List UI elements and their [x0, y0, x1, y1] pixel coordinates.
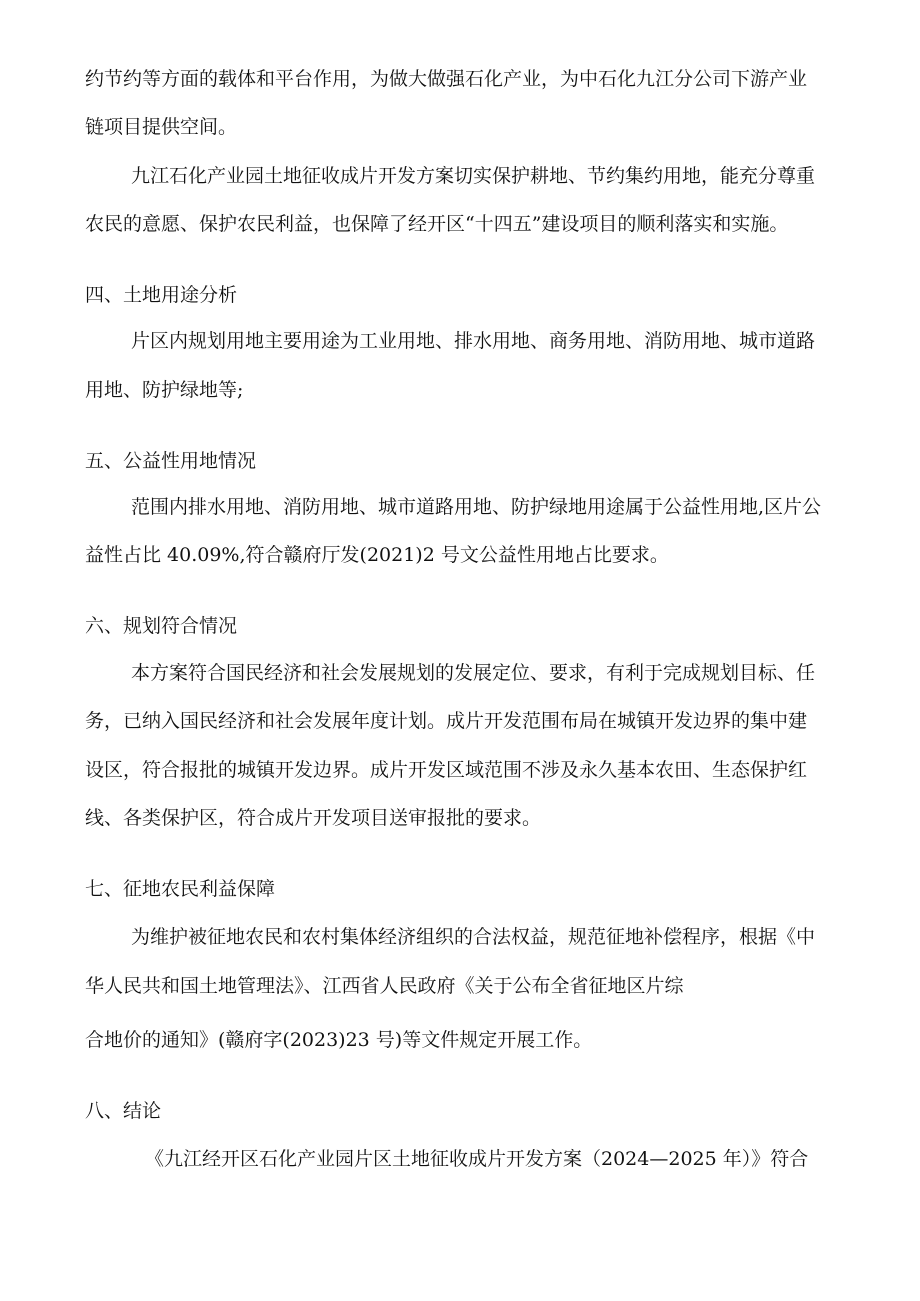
- section-heading: 六、规划符合情况: [85, 615, 238, 637]
- paragraph-line: 《九江经开区石化产业园片区土地征收成片开发方案（2024—2025 年）》符合: [145, 1148, 809, 1170]
- paragraph-line: 农民的意愿、保护农民利益，也保障了经开区“十四五”建设项目的顺利落实和实施。: [85, 213, 789, 235]
- paragraph-line: 链项目提供空间。: [85, 116, 238, 138]
- paragraph-line: 务，已纳入国民经济和社会发展年度计划。成片开发范围布局在城镇开发边界的集中建: [85, 710, 808, 732]
- paragraph-line: 设区，符合报批的城镇开发边界。成片开发区域范围不涉及永久基本农田、生态保护红: [85, 759, 808, 781]
- paragraph-line: 益性占比 40.09%,符合赣府厅发(2021)2 号文公益性用地占比要求。: [85, 544, 669, 566]
- paragraph-line: 用地、防护绿地等;: [85, 379, 244, 401]
- paragraph-line: 合地价的通知》(赣府字(2023)23 号)等文件规定开展工作。: [85, 1029, 593, 1051]
- section-heading: 七、征地农民利益保障: [85, 878, 276, 900]
- paragraph-line: 片区内规划用地主要用途为工业用地、排水用地、商务用地、消防用地、城市道路: [131, 330, 816, 352]
- paragraph-line: 约节约等方面的载体和平台作用，为做大做强石化产业，为中石化九江分公司下游产业: [85, 68, 808, 90]
- section-heading: 四、土地用途分析: [85, 284, 238, 306]
- paragraph-line: 线、各类保护区，符合成片开发项目送审报批的要求。: [85, 807, 542, 829]
- section-heading: 八、结论: [85, 1100, 162, 1122]
- paragraph-line: 九江石化产业园土地征收成片开发方案切实保护耕地、节约集约用地，能充分尊重: [131, 165, 816, 187]
- paragraph-line: 范围内排水用地、消防用地、城市道路用地、防护绿地用途属于公益性用地,区片公: [131, 496, 822, 518]
- paragraph-line: 华人民共和国土地管理法》、江西省人民政府《关于公布全省征地区片综: [85, 975, 684, 997]
- paragraph-line: 为维护被征地农民和农村集体经济组织的合法权益，规范征地补偿程序，根据《中: [131, 926, 816, 948]
- paragraph-line: 本方案符合国民经济和社会发展规划的发展定位、要求，有利于完成规划目标、任: [131, 662, 816, 684]
- section-heading: 五、公益性用地情况: [85, 450, 257, 472]
